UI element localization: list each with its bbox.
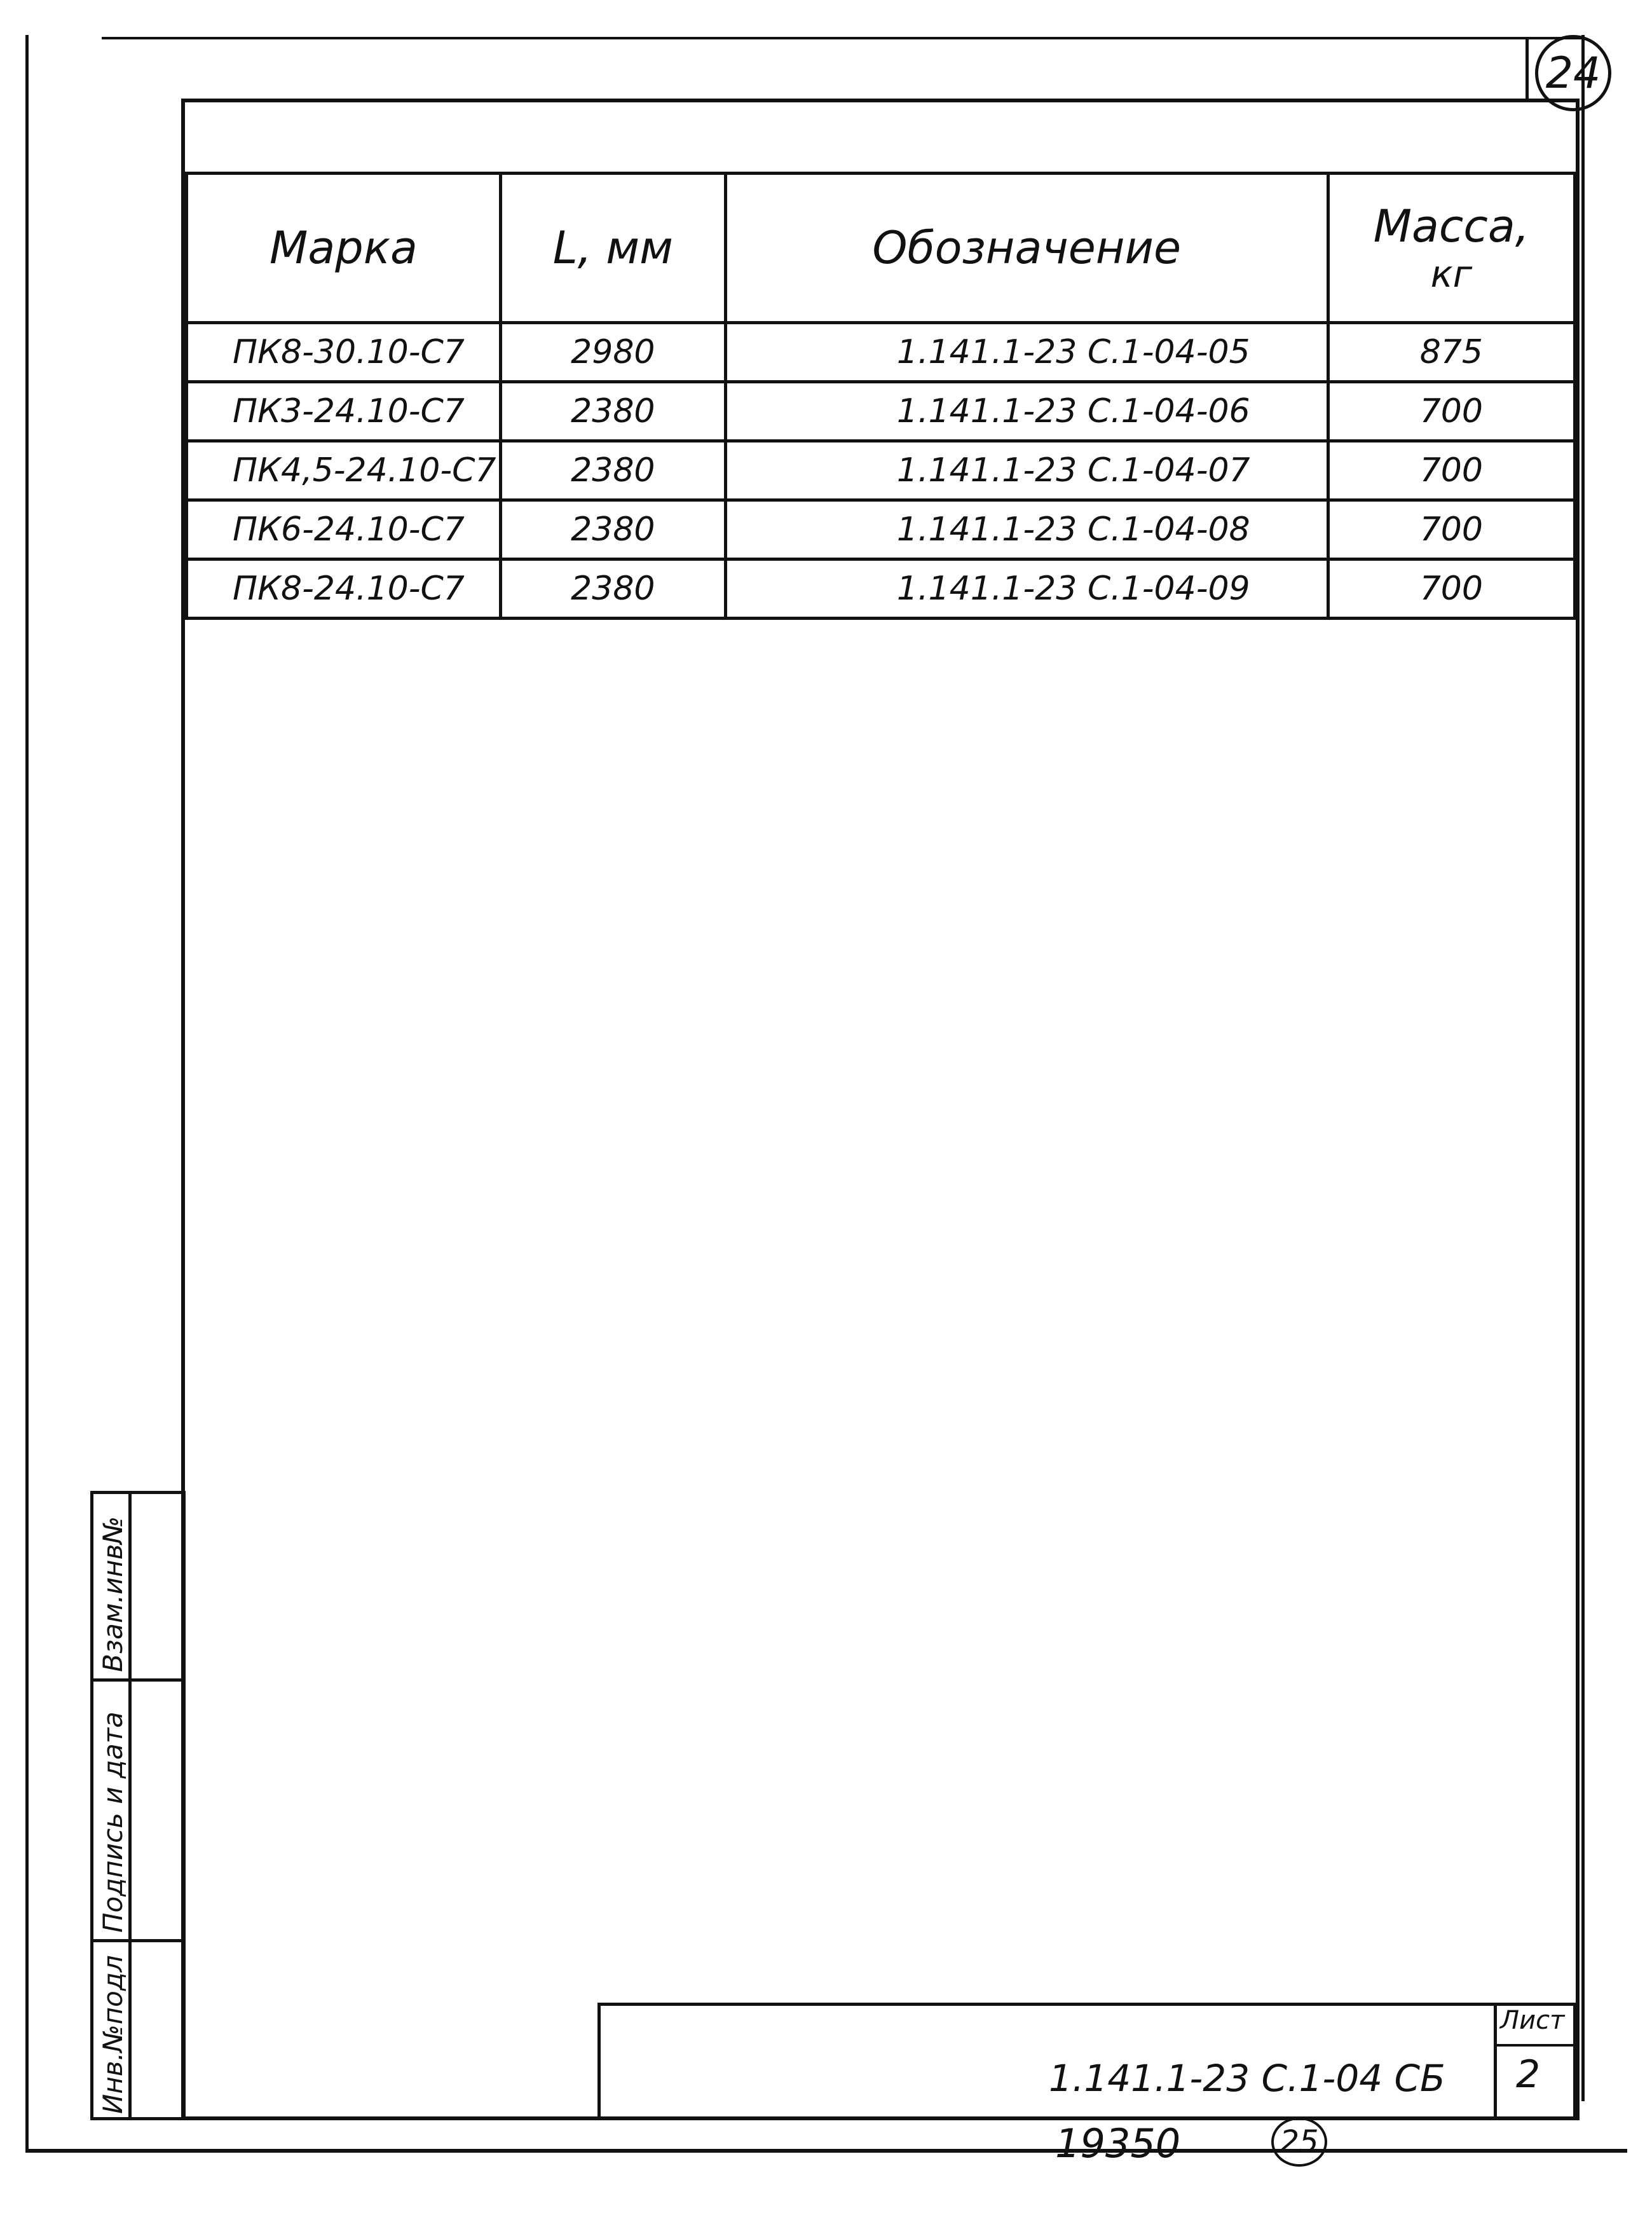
sheet-label: Лист	[1500, 2006, 1565, 2035]
cell-length: 2380	[500, 382, 725, 441]
page-number: 24	[1535, 35, 1611, 111]
document-code: 1.141.1-23 С.1-04 СБ	[1049, 2057, 1445, 2100]
header-length: L, мм	[500, 174, 725, 323]
side-cell-inv	[93, 1942, 182, 2120]
cell-length: 2380	[500, 559, 725, 619]
cell-length: 2980	[500, 323, 725, 382]
table-row	[187, 323, 1575, 382]
cell-mark: ПК8-24.10-С7	[187, 559, 501, 619]
cell-mass: 700	[1328, 559, 1574, 619]
cell-length: 2380	[500, 500, 725, 559]
side-cell-replace	[93, 1494, 182, 1682]
cell-designation: 1.141.1-23 С.1-04-05	[725, 323, 1328, 382]
side-label-replace	[93, 1494, 132, 1678]
table-row	[187, 382, 1575, 441]
bottom-border	[25, 2149, 1627, 2153]
cell-designation: 1.141.1-23 С.1-04-07	[725, 441, 1328, 500]
side-label-signature	[93, 1682, 132, 1939]
table-row	[187, 441, 1575, 500]
footer-circle-number: 25	[1271, 2117, 1327, 2167]
left-border	[25, 35, 29, 2152]
side-text-replace: Взам.инв№	[97, 1516, 128, 1672]
table-row	[187, 500, 1575, 559]
header-mass	[1328, 174, 1574, 323]
cell-mark: ПК6-24.10-С7	[187, 500, 501, 559]
cell-mass: 700	[1328, 382, 1574, 441]
cell-mark: ПК4,5-24.10-С7	[187, 441, 501, 500]
side-label-inv	[93, 1942, 132, 2120]
cell-mass: 700	[1328, 500, 1574, 559]
cell-designation: 1.141.1-23 С.1-04-08	[725, 500, 1328, 559]
header-designation: Обозначение	[725, 174, 1328, 323]
cell-mass: 700	[1328, 441, 1574, 500]
cell-mark: ПК3-24.10-С7	[187, 382, 501, 441]
cell-designation: 1.141.1-23 С.1-04-09	[725, 559, 1328, 619]
cell-mark: ПК8-30.10-С7	[187, 323, 501, 382]
cell-length: 2380	[500, 441, 725, 500]
top-border	[102, 37, 1583, 39]
cell-mass: 875	[1328, 323, 1574, 382]
sheet-number: 2	[1516, 2052, 1541, 2097]
archive-number: 19350	[1055, 2120, 1181, 2167]
table-row	[187, 559, 1575, 619]
right-border	[1581, 35, 1585, 2101]
spec-table	[185, 172, 1576, 620]
page-num-divider	[1526, 37, 1529, 100]
table-header-row	[187, 174, 1575, 323]
side-text-inv: Инв.№подл	[97, 1955, 128, 2114]
header-mass-line2: кг	[1430, 252, 1473, 296]
side-text-signature: Подпись и дата	[97, 1711, 128, 1933]
side-cell-signature	[93, 1682, 182, 1942]
sheet-divider	[1494, 2044, 1576, 2047]
header-mass-line1: Масса,	[1373, 200, 1530, 252]
side-stamp	[90, 1491, 186, 2120]
cell-designation: 1.141.1-23 С.1-04-06	[725, 382, 1328, 441]
header-mark: Марка	[187, 174, 501, 323]
